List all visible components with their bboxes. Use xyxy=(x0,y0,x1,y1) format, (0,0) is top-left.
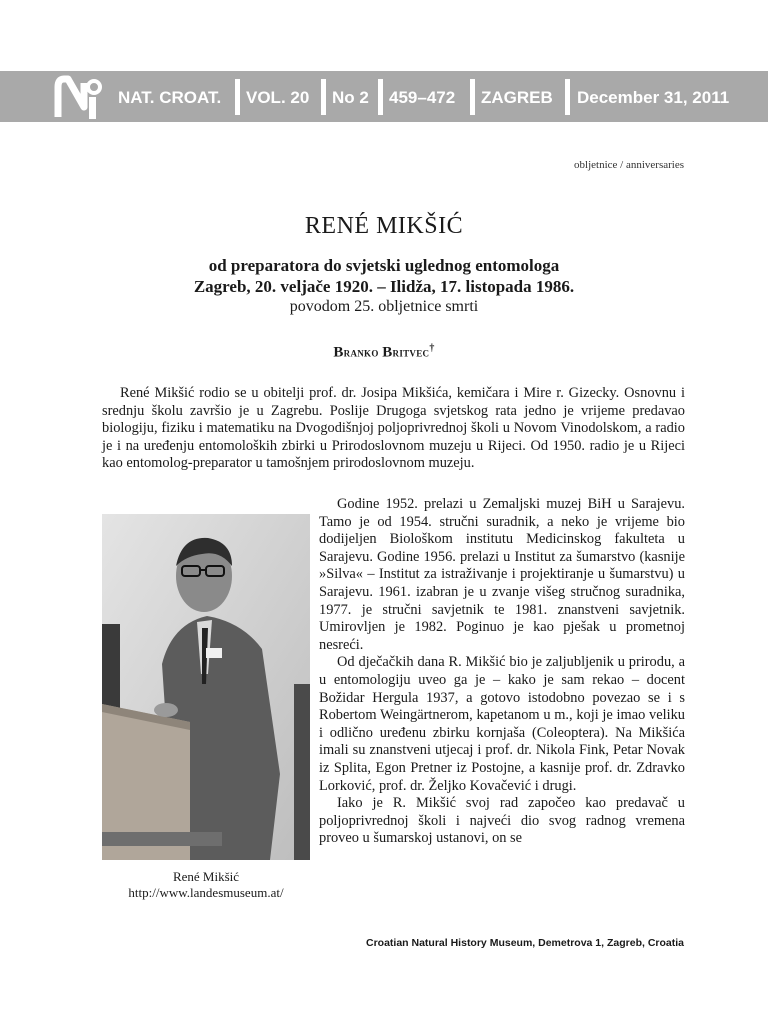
journal-header-band xyxy=(0,71,768,122)
article-occasion: povodom 25. obljetnice smrti xyxy=(289,298,479,315)
paragraph-continued: Iako je R. Mikšić svoj rad započeo kao predavač u poljoprivrednoj školi i najveći dio svog radnog vremena proveo u šumarskoj ustanovi, on se xyxy=(319,795,685,847)
deceased-mark: † xyxy=(429,343,435,354)
photo-caption-source: http://www.landesmuseum.at/ xyxy=(128,885,284,900)
journal-volume: VOL. 20 xyxy=(246,88,310,107)
journal-date: December 31, 2011 xyxy=(577,88,730,107)
journal-name: NAT. CROAT. xyxy=(118,88,222,107)
header-separator xyxy=(235,79,240,115)
section-tag: obljetnice / anniversaries xyxy=(574,159,684,171)
right-column xyxy=(319,496,685,848)
article-subtitle: od preparatora do svjetski uglednog entomologa xyxy=(208,256,560,275)
header-separator xyxy=(470,79,475,115)
header-separator xyxy=(565,79,570,115)
paragraph-career: Godine 1952. prelazi u Zemaljski muzej BiH u Sarajevu. Tamo je od 1954. stručni suradnik, a neko je vrijeme bio dodijeljen Biološkom institutu Medicinskog fakulteta u Sarajevu. Godine 1956. prelazi u Institut za šumarstvo (kasnije »Silva« – Institut za istraživanje i projektiranje u šumarstvu) u Sarajevu. 1961. izabran je u zvanje višeg stručnog suradnika, 1977. je stručni savjetnik te 1981. znanstveni savjetnik. Umirovljen je 1982. Poginuo je kao pješak u prometnoj nesreći. xyxy=(319,496,685,653)
footer-address: Croatian Natural History Museum, Demetrova 1, Zagreb, Croatia xyxy=(366,937,684,949)
journal-number: No 2 xyxy=(332,88,369,107)
journal-pages: 459–472 xyxy=(389,88,456,107)
paragraph-intro: René Mikšić rodio se u obitelji prof. dr. Josipa Mikšića, kemičara i Mire r. Gizecky. Osnovnu i srednju školu završio je u Zagrebu. Poslije Drugoga svjetskog rata jedno je vrijeme predavao biologiju, fiziku i matematiku na Dvogodišnjoj poljoprivrednoj školi u Novom Vinodolskom, a radio je i na uređenju entomoloških zbirki u Prirodoslovnom muzeju u Rijeci. Od 1950. radio je u Rijeci kao entomolog-preparator u tamošnjem prirodoslovnom muzeju. xyxy=(102,385,685,472)
article-title: RENÉ MIKŠIĆ xyxy=(304,213,464,239)
portrait-photo xyxy=(102,514,310,860)
header-separator xyxy=(321,79,326,115)
header-separator xyxy=(378,79,383,115)
photo-caption-name: René Mikšić xyxy=(172,869,240,884)
paragraph-influences: Od dječačkih dana R. Mikšić bio je zaljubljenik u prirodu, a u entomologiju uveo ga je – kako je sam rekao – docent Božidar Hergula 1937, a gotovo istodobno povezao se i s Robertom Weingärtnerom, kapetanom u m., koji je imao veliku i odlično uređenu zbirku kornjaša (Coleoptera). Na Mikšića imali su znanstveni utjecaj i prof. dr. Nikola Fink, Petar Novak iz Splita, Egon Pretner iz Postojne, a kasnije prof. dr. Zdravko Lorković, prof. dr. Željko Kovačević i drugi. xyxy=(319,654,685,794)
article-dates: Zagreb, 20. veljače 1920. – Ilidža, 17. listopada 1986. xyxy=(193,277,575,296)
journal-logo-icon xyxy=(54,73,104,121)
article-author: Branko Britvec† xyxy=(333,343,435,361)
journal-city: ZAGREB xyxy=(481,88,553,107)
